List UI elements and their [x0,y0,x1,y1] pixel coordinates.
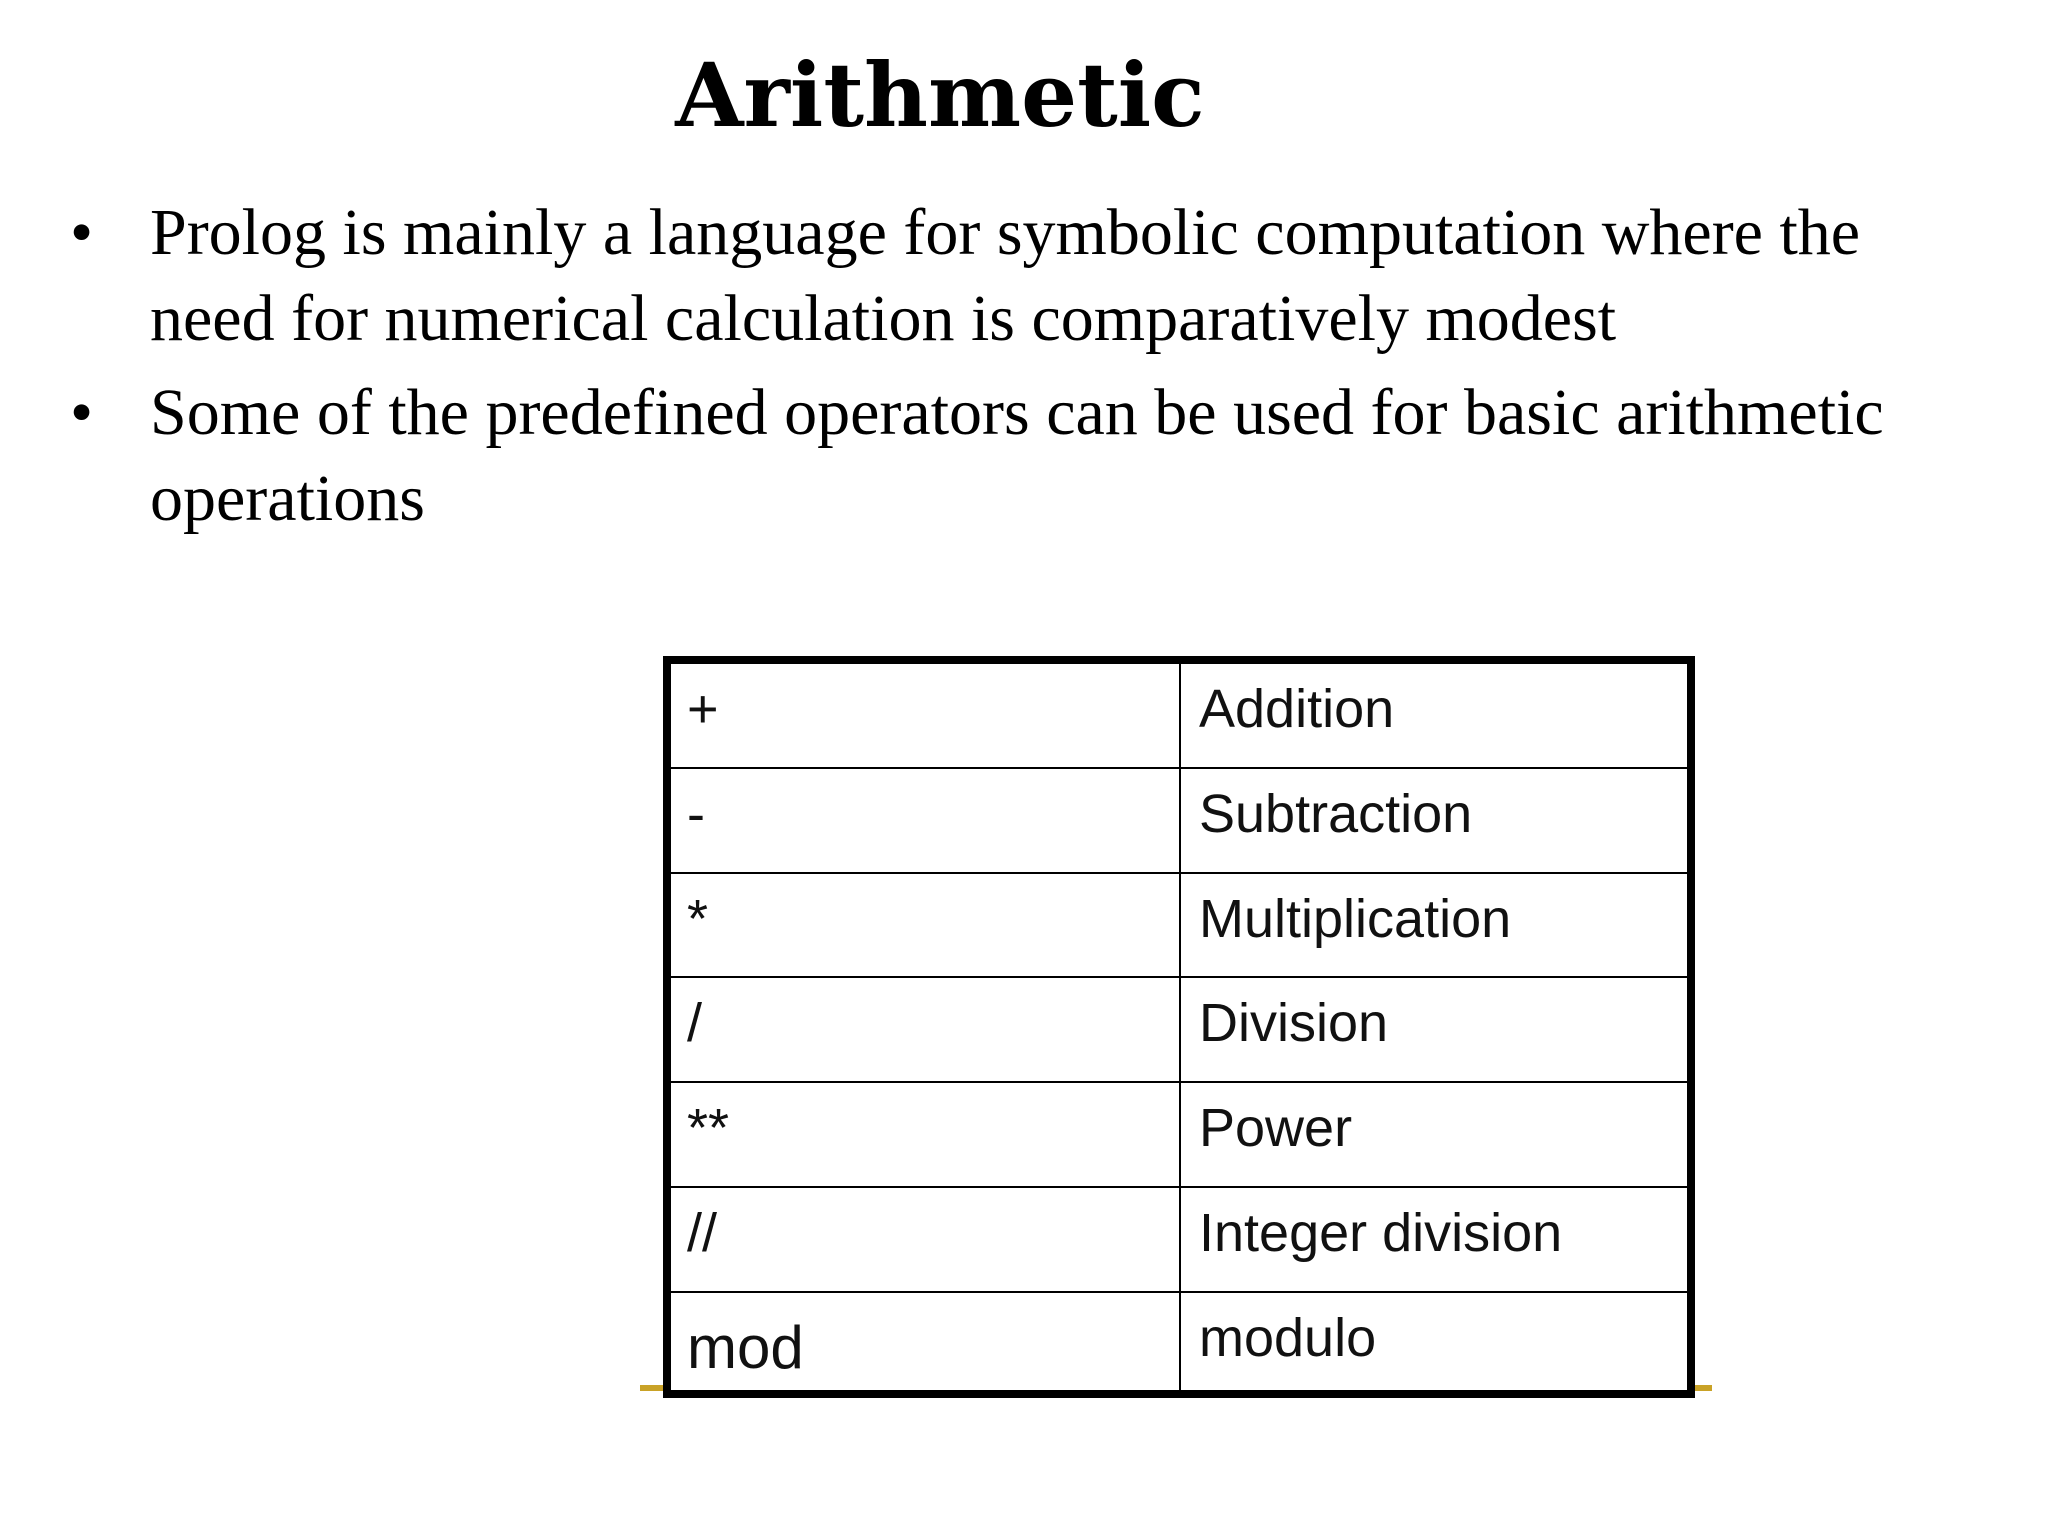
table-row [671,874,1687,979]
table-row [671,978,1687,1083]
operator-symbol: * [671,874,1181,977]
operator-table [663,656,1695,1398]
bullet-item [70,370,2000,542]
operator-meaning: Addition [1199,679,1395,739]
bullet-text: Prolog is mainly a language for symbolic computation where the need for numerical calculation is comparatively modest [150,196,1861,355]
bullet-list [70,190,2000,550]
operator-symbol: mod [671,1293,1181,1398]
operator-symbol: + [671,664,1181,767]
table-row [671,664,1687,769]
operator-symbol: / [671,978,1181,1081]
bullet-marker: • [70,196,94,269]
table-row [671,1188,1687,1293]
operator-meaning: Multiplication [1199,888,1512,949]
operator-meaning: Division [1199,993,1389,1054]
operator-meaning: Integer division [1199,1202,1563,1263]
operator-meaning: Subtraction [1199,783,1473,844]
slide-title: Arithmetic [675,43,1205,147]
operator-symbol: - [671,769,1181,872]
operator-symbol: ** [671,1083,1181,1186]
bullet-marker: • [70,376,94,449]
bullet-item [70,190,2000,362]
table-row [671,769,1687,874]
operator-symbol: // [671,1188,1181,1291]
operator-meaning: Power [1199,1098,1353,1159]
bullet-text: Some of the predefined operators can be used for basic arithmetic operations [150,376,1884,535]
operator-meaning: modulo [1199,1307,1377,1368]
table-row [671,1293,1687,1398]
table-row [671,1083,1687,1188]
